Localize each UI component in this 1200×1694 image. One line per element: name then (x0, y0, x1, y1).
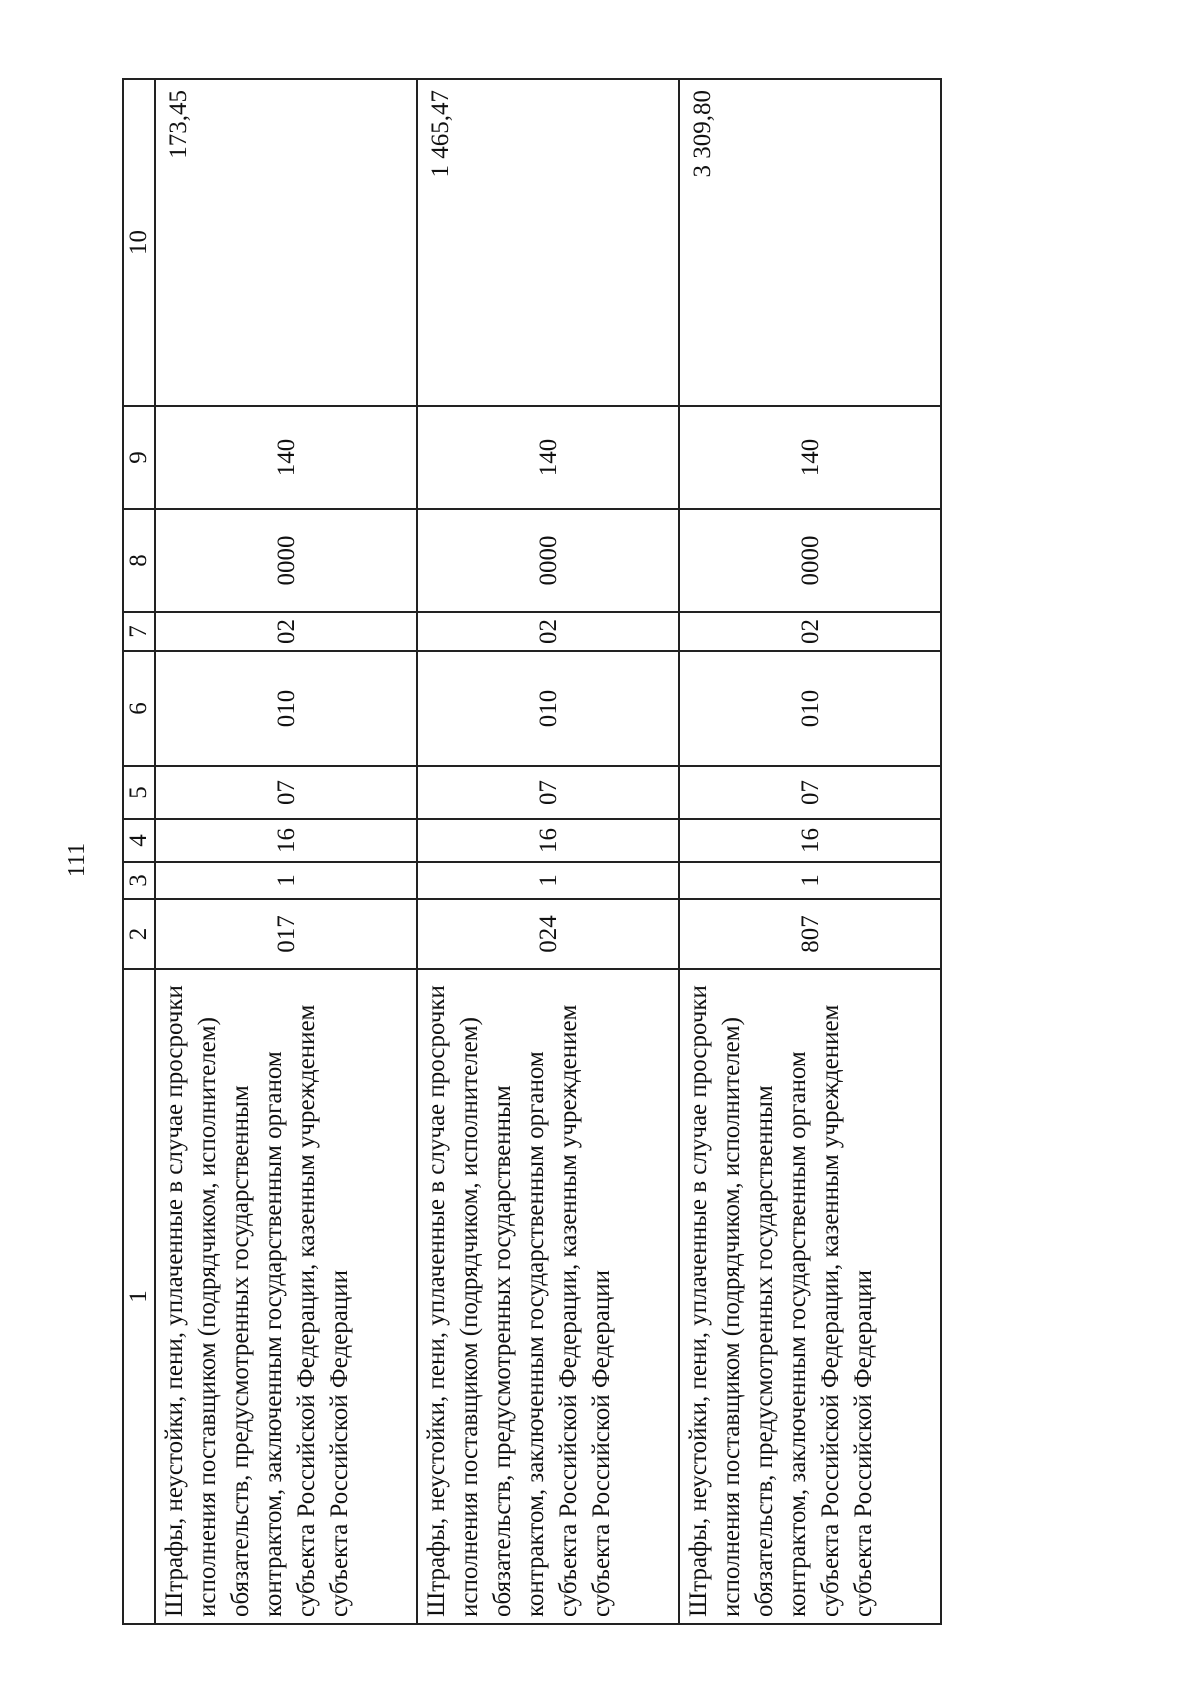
row-col-3: 1 (679, 862, 941, 899)
header-col-8: 8 (123, 509, 155, 612)
row-col-4: 16 (417, 819, 679, 862)
row-col-4: 16 (679, 819, 941, 862)
row-col-7: 02 (417, 612, 679, 651)
header-col-9: 9 (123, 406, 155, 509)
row-col-6: 010 (155, 651, 417, 766)
table-row (417, 79, 679, 1624)
row-col-2: 024 (417, 899, 679, 969)
header-row (123, 79, 155, 1624)
header-col-4: 4 (123, 819, 155, 862)
header-col-5: 5 (123, 766, 155, 819)
row-col-6: 010 (417, 651, 679, 766)
header-col-7: 7 (123, 612, 155, 651)
row-col-8: 0000 (155, 509, 417, 612)
row-col-5: 07 (155, 766, 417, 819)
row-col-9: 140 (155, 406, 417, 509)
revenue-codes-table (122, 78, 942, 1625)
row-amount: 3 309,80 (679, 79, 941, 406)
table-row (155, 79, 417, 1624)
row-description: Штрафы, неустойки, пени, уплаченные в случае просрочки исполнения поставщиком (подрядчиком, исполнителем) обязательств, предусмотренных государственным контрактом, заключенным государственным органом субъекта Российской Федерации, казенным учреждением субъекта Российской Федерации (679, 969, 941, 1624)
row-col-9: 140 (679, 406, 941, 509)
row-col-8: 0000 (417, 509, 679, 612)
row-col-5: 07 (417, 766, 679, 819)
row-col-6: 010 (679, 651, 941, 766)
header-col-6: 6 (123, 651, 155, 766)
row-col-8: 0000 (679, 509, 941, 612)
row-amount: 173,45 (155, 79, 417, 406)
row-col-3: 1 (417, 862, 679, 899)
row-col-3: 1 (155, 862, 417, 899)
row-description: Штрафы, неустойки, пени, уплаченные в случае просрочки исполнения поставщиком (подрядчиком, исполнителем) обязательств, предусмотренных государственным контрактом, заключенным государственным органом субъекта Российской Федерации, казенным учреждением субъекта Российской Федерации (155, 969, 417, 1624)
table-row (679, 79, 941, 1624)
header-col-1: 1 (123, 969, 155, 1624)
row-description: Штрафы, неустойки, пени, уплаченные в случае просрочки исполнения поставщиком (подрядчиком, исполнителем) обязательств, предусмотренных государственным контрактом, заключенным государственным органом субъекта Российской Федерации, казенным учреждением субъекта Российской Федерации (417, 969, 679, 1624)
row-col-5: 07 (679, 766, 941, 819)
row-col-7: 02 (155, 612, 417, 651)
page-number: 111 (64, 842, 90, 878)
header-col-10: 10 (123, 79, 155, 406)
row-col-2: 807 (679, 899, 941, 969)
header-col-2: 2 (123, 899, 155, 969)
row-amount: 1 465,47 (417, 79, 679, 406)
row-col-4: 16 (155, 819, 417, 862)
row-col-9: 140 (417, 406, 679, 509)
row-col-2: 017 (155, 899, 417, 969)
header-col-3: 3 (123, 862, 155, 899)
row-col-7: 02 (679, 612, 941, 651)
